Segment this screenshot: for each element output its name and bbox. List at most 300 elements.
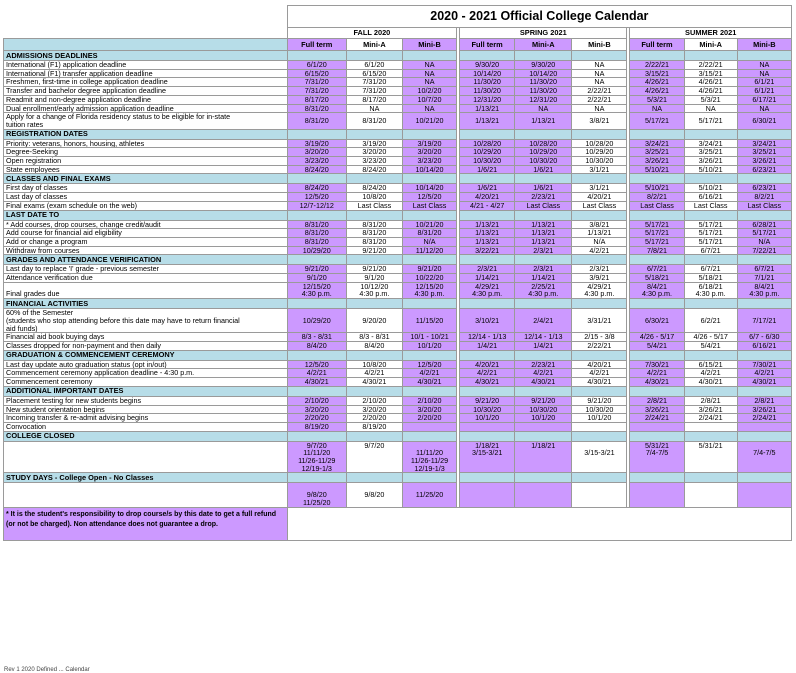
row-label-line: International (F1) transfer application deadline — [6, 69, 153, 78]
date-cell-line: 4/30/21 — [698, 377, 723, 387]
section-fill — [515, 350, 572, 360]
date-cell — [515, 184, 572, 193]
section-title: REGISTRATION DATES — [4, 129, 288, 139]
date-cell-line: 9/7/20 — [364, 441, 385, 450]
date-cell — [346, 220, 402, 229]
date-cell — [572, 193, 627, 202]
date-cell-line: NA — [594, 60, 605, 69]
date-cell — [515, 246, 572, 255]
section-fill — [402, 174, 456, 184]
date-cell-line — [574, 423, 624, 431]
section-fill — [460, 51, 515, 61]
section-title: GRADES AND ATTENDANCE VERIFICATION — [4, 255, 288, 265]
row-label — [4, 309, 288, 333]
section-fill — [630, 431, 684, 441]
date-cell-line: 8/3 - 8/31 — [301, 332, 332, 342]
date-cell-line: Last Class — [582, 201, 617, 210]
date-cell — [737, 229, 791, 238]
date-cell — [572, 165, 627, 174]
corner-blank — [4, 28, 288, 39]
date-cell-line: 10/7/20 — [417, 95, 442, 104]
section-row — [4, 299, 792, 309]
date-cell-line: 3/26/21 — [752, 156, 777, 166]
date-cell-line: Last Class — [693, 201, 728, 210]
date-cell-line: 6/16/21 — [698, 192, 723, 202]
date-cell — [287, 148, 346, 157]
date-cell — [737, 274, 791, 283]
date-cell — [460, 265, 515, 274]
date-cell — [287, 220, 346, 229]
section-fill — [630, 129, 684, 139]
date-cell-line: 6/23/21 — [752, 183, 777, 193]
date-cell — [346, 265, 402, 274]
footer-text: Rev 1 2020 Defined ... Calendar — [4, 667, 90, 673]
date-cell-line: 5/10/21 — [645, 183, 669, 193]
date-cell — [460, 201, 515, 210]
row-label-line: 60% of the Semester — [6, 308, 74, 318]
row-label — [4, 274, 288, 283]
calendar-row — [4, 220, 792, 229]
date-cell-line: 8/2/21 — [647, 192, 667, 202]
row-label — [4, 113, 288, 129]
date-cell-line: 4:30 p.m. — [642, 289, 672, 299]
date-cell — [572, 333, 627, 342]
row-label-line: New student orientation begins — [6, 405, 105, 414]
date-cell-line: 4/2/21 — [647, 368, 667, 378]
date-cell — [572, 148, 627, 157]
date-cell-line — [574, 499, 624, 507]
date-cell — [684, 483, 737, 507]
date-cell — [287, 483, 346, 507]
date-cell-line: Last Class — [412, 201, 447, 210]
date-cell-line: 3/20/20 — [304, 147, 329, 157]
section-row — [4, 129, 792, 139]
date-cell — [402, 69, 456, 78]
date-cell — [402, 193, 456, 202]
date-cell-line: 9/1/20 — [364, 273, 385, 283]
date-cell-line: 4/26/21 — [645, 86, 669, 96]
date-cell — [346, 61, 402, 70]
date-cell-line — [632, 465, 681, 473]
date-cell — [287, 246, 346, 255]
section-fill — [630, 174, 684, 184]
date-cell-line: 7/4-7/5 — [645, 448, 669, 458]
date-cell-line: 3/9/21 — [589, 273, 610, 283]
date-cell-line: 7/22/21 — [752, 246, 777, 255]
date-cell — [572, 422, 627, 431]
date-cell — [684, 405, 737, 414]
row-label — [4, 61, 288, 70]
date-cell-line: 8/31/20 — [417, 228, 442, 238]
row-label-line: Financial aid book buying days — [6, 332, 105, 342]
calendar-row — [4, 378, 792, 387]
date-cell-line: 10/14/20 — [529, 69, 558, 78]
date-cell — [287, 282, 346, 298]
date-cell-line: 5/17/21 — [698, 228, 723, 238]
date-cell — [346, 157, 402, 166]
date-cell — [515, 69, 572, 78]
date-cell-line: 2/23/21 — [531, 360, 556, 369]
date-cell-line: 1/4/21 — [477, 341, 498, 350]
date-cell-line — [462, 423, 512, 431]
section-fill — [630, 51, 684, 61]
section-fill — [460, 431, 515, 441]
date-cell — [402, 414, 456, 423]
date-cell-line: 8/31/20 — [362, 116, 387, 126]
date-cell — [346, 229, 402, 238]
date-cell-line: 11/30/20 — [473, 86, 501, 96]
date-cell — [630, 201, 684, 210]
row-label — [4, 441, 288, 473]
date-cell — [630, 265, 684, 274]
date-cell — [402, 369, 456, 378]
date-cell — [572, 378, 627, 387]
section-fill — [460, 129, 515, 139]
date-cell-line: 12/7-12/12 — [299, 201, 334, 210]
date-cell-line — [517, 423, 569, 431]
date-cell-line: 3/31/21 — [587, 315, 612, 325]
date-cell — [402, 95, 456, 104]
date-cell — [460, 341, 515, 350]
date-cell — [572, 104, 627, 113]
row-label-line: Incoming transfer & re-admit advising begins — [6, 413, 149, 423]
date-cell — [287, 396, 346, 405]
date-cell-line: NA — [759, 69, 770, 78]
date-cell — [402, 78, 456, 87]
date-cell — [737, 422, 791, 431]
date-cell-line: 9/21/20 — [587, 396, 612, 405]
calendar-table — [3, 5, 792, 541]
date-cell — [460, 282, 515, 298]
date-cell — [346, 104, 402, 113]
calendar-row — [4, 157, 792, 166]
row-label — [4, 220, 288, 229]
date-cell-line: 4/26/21 — [698, 86, 723, 96]
date-cell — [572, 441, 627, 473]
date-cell — [572, 237, 627, 246]
row-label — [4, 396, 288, 405]
section-fill — [572, 51, 627, 61]
date-cell — [287, 378, 346, 387]
section-title: CLASSES AND FINAL EXAMS — [4, 174, 288, 184]
date-cell-line: 1/14/21 — [531, 273, 556, 283]
section-fill — [572, 129, 627, 139]
date-cell-line: 1/4/21 — [533, 341, 554, 350]
date-cell — [402, 282, 456, 298]
date-cell-line: 6/7 - 6/30 — [749, 332, 780, 342]
date-cell — [515, 441, 572, 473]
date-cell-line: 7/30/21 — [752, 360, 777, 369]
date-cell-line: 4/2/21 — [533, 368, 554, 378]
row-label — [4, 229, 288, 238]
date-cell-line: 4/2/21 — [754, 368, 775, 378]
date-cell-line: 3/25/21 — [752, 147, 777, 157]
row-label — [4, 165, 288, 174]
section-fill — [402, 255, 456, 265]
date-cell-line: 3/26/21 — [645, 405, 669, 414]
date-cell-line: 6/30/21 — [752, 116, 777, 126]
date-cell-line: 10/28/20 — [585, 139, 614, 148]
date-cell — [572, 87, 627, 96]
section-fill — [737, 51, 791, 61]
date-cell — [346, 148, 402, 157]
corner-section-blank — [4, 39, 288, 51]
date-cell — [630, 61, 684, 70]
date-cell — [287, 333, 346, 342]
date-cell — [515, 220, 572, 229]
date-cell — [684, 246, 737, 255]
calendar-row — [4, 69, 792, 78]
row-label — [4, 360, 288, 369]
date-cell-line: 9/21/20 — [362, 246, 387, 255]
date-cell — [515, 139, 572, 148]
row-label — [4, 139, 288, 148]
date-cell — [287, 61, 346, 70]
section-fill — [630, 350, 684, 360]
date-cell-line — [687, 423, 735, 431]
date-cell — [684, 282, 737, 298]
date-cell — [684, 95, 737, 104]
date-cell — [572, 220, 627, 229]
section-title: FINANCIAL ACTIVITIES — [4, 299, 288, 309]
date-cell-line: 3/25/21 — [645, 147, 669, 157]
date-cell — [684, 104, 737, 113]
calendar-row — [4, 274, 792, 283]
row-label-line: Commencement ceremony application deadline - 4:30 p.m. — [6, 368, 195, 378]
date-cell-line: 7/31/20 — [362, 86, 387, 96]
date-cell — [460, 113, 515, 129]
date-cell — [737, 139, 791, 148]
date-cell-line: 10/29/20 — [473, 147, 502, 157]
date-cell-line: 2/20/20 — [417, 413, 442, 423]
date-cell — [630, 95, 684, 104]
term-header: FALL 2020 — [287, 28, 456, 39]
calendar-row — [4, 78, 792, 87]
date-cell-line: 6/7/21 — [647, 264, 667, 274]
date-cell — [460, 396, 515, 405]
date-cell-line: 3/19/20 — [304, 139, 329, 148]
date-cell-line: 2/10/20 — [304, 396, 329, 405]
date-cell — [346, 441, 402, 473]
date-cell — [346, 95, 402, 104]
date-cell — [515, 422, 572, 431]
date-cell — [460, 441, 515, 473]
date-cell — [402, 441, 456, 473]
date-cell-line: 6/1/20 — [364, 60, 385, 69]
section-fill — [515, 174, 572, 184]
date-cell — [737, 341, 791, 350]
column-header: Full term — [460, 39, 515, 51]
section-row — [4, 210, 792, 220]
calendar-row — [4, 104, 792, 113]
row-label — [4, 193, 288, 202]
date-cell-line — [462, 465, 512, 473]
date-cell-line: 5/3/21 — [700, 95, 721, 104]
date-cell-line: NA — [759, 104, 770, 113]
section-fill — [684, 174, 737, 184]
date-cell-line: 5/31/21 — [698, 441, 723, 450]
date-cell — [515, 95, 572, 104]
row-label-line — [6, 453, 285, 461]
date-cell — [737, 369, 791, 378]
calendar-row — [4, 87, 792, 96]
section-fill — [684, 350, 737, 360]
date-cell — [515, 229, 572, 238]
date-cell — [460, 333, 515, 342]
date-cell-line: 8/4/21 — [754, 282, 775, 291]
date-cell-line: 4:30 p.m. — [414, 289, 445, 299]
row-label — [4, 69, 288, 78]
date-cell — [630, 104, 684, 113]
date-cell — [630, 229, 684, 238]
date-cell — [287, 165, 346, 174]
row-label-line: International (F1) application deadline — [6, 60, 127, 69]
date-cell-line: 6/17/21 — [752, 95, 777, 104]
date-cell-line: N/A — [593, 237, 606, 246]
date-cell-line: 6/7/21 — [700, 264, 721, 274]
date-cell-line — [687, 465, 735, 473]
date-cell — [402, 87, 456, 96]
date-cell — [346, 369, 402, 378]
date-cell-line: 11/11/20 — [416, 448, 443, 458]
date-cell-line: 3/20/20 — [417, 405, 442, 414]
date-cell — [630, 148, 684, 157]
date-cell — [737, 309, 791, 333]
date-cell-line — [462, 499, 512, 507]
date-cell — [460, 360, 515, 369]
date-cell-line: 4/20/21 — [587, 360, 612, 369]
date-cell — [630, 78, 684, 87]
date-cell — [460, 148, 515, 157]
date-cell — [737, 61, 791, 70]
date-cell — [346, 282, 402, 298]
date-cell — [515, 483, 572, 507]
date-cell — [346, 193, 402, 202]
section-fill — [287, 210, 346, 220]
section-fill — [346, 350, 402, 360]
date-cell-line: 7/31/20 — [304, 86, 329, 96]
date-cell — [402, 378, 456, 387]
section-fill — [287, 473, 346, 483]
column-header-row — [4, 39, 792, 51]
row-label-line: Freshmen, first-time in college application deadline — [6, 77, 168, 87]
date-cell-line: 8/17/20 — [362, 95, 387, 104]
date-cell-line: 10/2/20 — [417, 86, 442, 96]
date-cell-line: NA — [424, 77, 435, 87]
date-cell-line: 3/20/20 — [362, 147, 387, 157]
section-fill — [630, 210, 684, 220]
date-cell-line: 2/10/20 — [417, 396, 442, 405]
date-cell-line: 1/18/21 — [531, 441, 556, 450]
date-cell-line: 2/20/20 — [304, 413, 329, 423]
section-row — [4, 174, 792, 184]
date-cell-line: 4/2/21 — [419, 368, 440, 378]
calendar-row — [4, 61, 792, 70]
calendar-row — [4, 139, 792, 148]
date-cell-line: 4/2/21 — [589, 368, 610, 378]
date-cell-line: 8/2/21 — [754, 192, 775, 202]
date-cell-line: 5/10/21 — [698, 183, 723, 193]
section-fill — [572, 255, 627, 265]
date-cell-line: 5/17/21 — [645, 228, 669, 238]
date-cell — [287, 441, 346, 473]
section-fill — [460, 255, 515, 265]
date-cell — [684, 157, 737, 166]
date-cell-line: 8/4/21 — [647, 282, 667, 291]
date-cell — [346, 422, 402, 431]
date-cell-line: 4/30/21 — [417, 377, 442, 387]
date-cell-line: 10/29/20 — [529, 147, 558, 157]
date-cell — [572, 78, 627, 87]
date-cell-line: 1/13/21 — [531, 228, 556, 238]
date-cell-line: 12/5/20 — [304, 360, 329, 369]
row-label — [4, 282, 288, 298]
date-cell-line: 3/15-3/21 — [471, 448, 503, 458]
row-label-line: Last day of classes — [6, 192, 68, 202]
date-cell — [346, 184, 402, 193]
date-cell-line: 8/31/20 — [304, 116, 329, 126]
date-cell — [515, 265, 572, 274]
date-cell-line: 10/21/20 — [415, 116, 444, 126]
date-cell — [287, 78, 346, 87]
date-cell-line: 3/23/20 — [362, 156, 387, 166]
date-cell-line: 11/11/20 — [303, 448, 331, 458]
date-cell-line: 3/19/20 — [362, 139, 387, 148]
section-fill — [515, 129, 572, 139]
date-cell — [572, 309, 627, 333]
date-cell — [346, 360, 402, 369]
section-fill — [515, 431, 572, 441]
footnote: * It is the student's responsibility to drop course/s by this date to get a full refund (or not be charged). Non attendance does not guarantee a drop. — [4, 507, 288, 540]
date-cell-line: NA — [594, 77, 605, 87]
date-cell-line: 8/24/20 — [304, 183, 329, 193]
date-cell — [684, 274, 737, 283]
section-fill — [402, 431, 456, 441]
date-cell-line: 10/1/20 — [587, 413, 612, 423]
date-cell — [402, 274, 456, 283]
section-row — [4, 350, 792, 360]
date-cell-line: 4:30 p.m. — [695, 289, 726, 299]
row-label-line: (students who stop attending before this date may have to return financial — [6, 315, 240, 325]
date-cell — [630, 113, 684, 129]
section-fill — [737, 473, 791, 483]
date-cell — [630, 341, 684, 350]
row-label-line: Add course for financial aid eligibility — [6, 228, 122, 238]
section-fill — [515, 299, 572, 309]
date-cell-line: 3/15/21 — [698, 69, 723, 78]
date-cell — [515, 414, 572, 423]
date-cell-line: 10/1/20 — [475, 413, 500, 423]
date-cell — [515, 148, 572, 157]
date-cell-line: 8/19/20 — [304, 422, 329, 431]
row-label-line: Add or change a program — [6, 237, 88, 246]
date-cell — [572, 341, 627, 350]
date-cell — [630, 165, 684, 174]
date-cell-line: 4/30/21 — [475, 377, 500, 387]
row-label — [4, 369, 288, 378]
title-row — [4, 6, 792, 28]
date-cell — [346, 237, 402, 246]
date-cell-line: 4/26 - 5/17 — [693, 332, 728, 342]
date-cell-line: 11/30/20 — [529, 86, 557, 96]
date-cell-line: 4/30/21 — [587, 377, 612, 387]
section-fill — [572, 299, 627, 309]
date-cell — [402, 184, 456, 193]
date-cell — [684, 220, 737, 229]
section-fill — [402, 51, 456, 61]
date-cell — [630, 333, 684, 342]
section-fill — [402, 473, 456, 483]
